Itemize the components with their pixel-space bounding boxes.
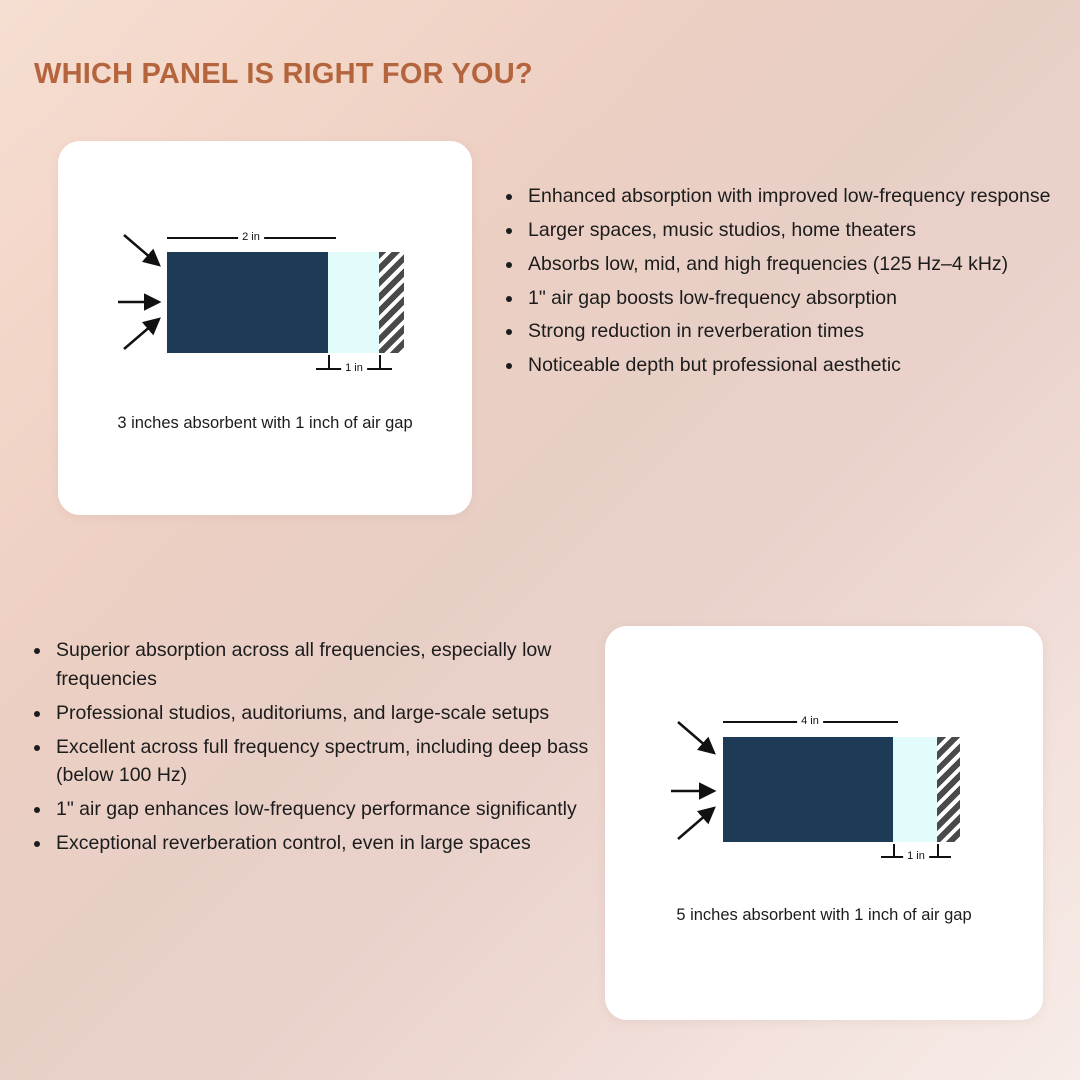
panel-caption-5in: 5 inches absorbent with 1 inch of air gap [676,906,972,924]
top-dimension-label: 2 in [238,231,264,243]
sound-wave-arrows [605,626,1043,906]
page-title: WHICH PANEL IS RIGHT FOR YOU? [34,58,533,90]
list-item: • Exceptional reverberation control, even in large spaces [52,829,607,858]
panel-card-3in [58,141,472,515]
bullet-list-3in [500,182,1079,385]
sound-wave-arrows [58,141,472,401]
panel-caption-3in: 3 inches absorbent with 1 inch of air gap [117,414,413,432]
list-item: • 1" air gap enhances low-frequency performance significantly [52,795,607,824]
list-item: • Professional studios, auditoriums, and large-scale setups [52,699,607,728]
list-item: • Absorbs low, mid, and high frequencies (125 Hz–4 kHz) [524,250,1079,279]
panel-diagram-3in [58,141,472,401]
list-item: • Enhanced absorption with improved low-frequency response [524,182,1079,211]
list-item: • Superior absorption across all frequencies, especially low frequencies [52,636,607,694]
panel-diagram-5in [605,626,1043,906]
list-item: • Excellent across full frequency spectrum, including deep bass (below 100 Hz) [52,733,607,791]
list-item: • Strong reduction in reverberation times [524,317,1079,346]
bottom-dimension-label: 1 in [903,850,929,862]
panel-card-5in [605,626,1043,1020]
list-item: • Larger spaces, music studios, home theaters [524,216,1079,245]
top-dimension-label: 4 in [797,715,823,727]
bullet-list-5in [28,636,607,863]
list-item: • 1" air gap boosts low-frequency absorption [524,284,1079,313]
list-item: • Noticeable depth but professional aesthetic [524,351,1079,380]
bottom-dimension-label: 1 in [341,362,367,374]
